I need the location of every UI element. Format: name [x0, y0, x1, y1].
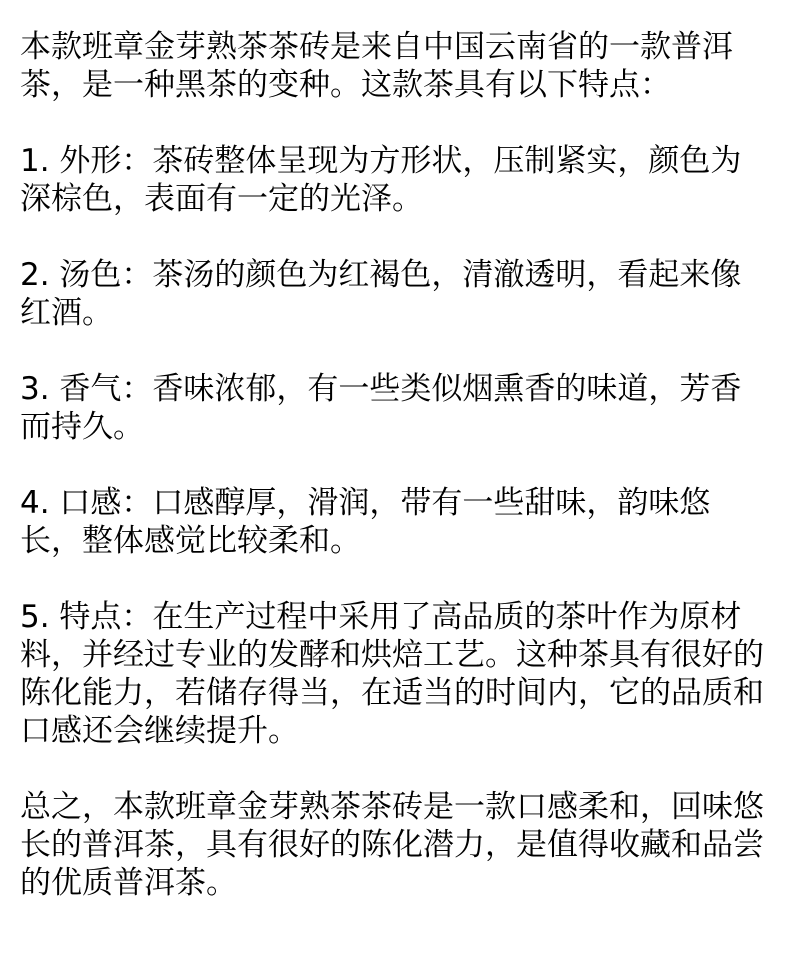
- summary-paragraph: 总之，本款班章金芽熟茶茶砖是一款口感柔和，回味悠长的普洱茶，具有很好的陈化潜力，是值得收藏和品尝的优质普洱茶。: [20, 789, 764, 901]
- feature-aroma-paragraph: 3. 香气：香味浓郁，有一些类似烟熏香的味道，芳香而持久。: [20, 371, 742, 445]
- feature-appearance-paragraph: 1. 外形：茶砖整体呈现为方形状，压制紧实，颜色为深棕色，表面有一定的光泽。: [20, 143, 742, 217]
- intro-paragraph: 本款班章金芽熟茶茶砖是来自中国云南省的一款普洱茶，是一种黑茶的变种。这款茶具有以下特点：: [20, 29, 733, 103]
- feature-characteristics-paragraph: 5. 特点：在生产过程中采用了高品质的茶叶作为原材料，并经过专业的发酵和烘焙工艺。这种茶具有很好的陈化能力，若储存得当，在适当的时间内，它的品质和口感还会继续提升。: [20, 599, 764, 749]
- feature-liquor-color-paragraph: 2. 汤色：茶汤的颜色为红褐色，清澈透明，看起来像红酒。: [20, 257, 742, 331]
- document-body: [20, 28, 770, 902]
- feature-taste-paragraph: 4. 口感：口感醇厚，滑润，带有一些甜味，韵味悠长，整体感觉比较柔和。: [20, 485, 711, 559]
